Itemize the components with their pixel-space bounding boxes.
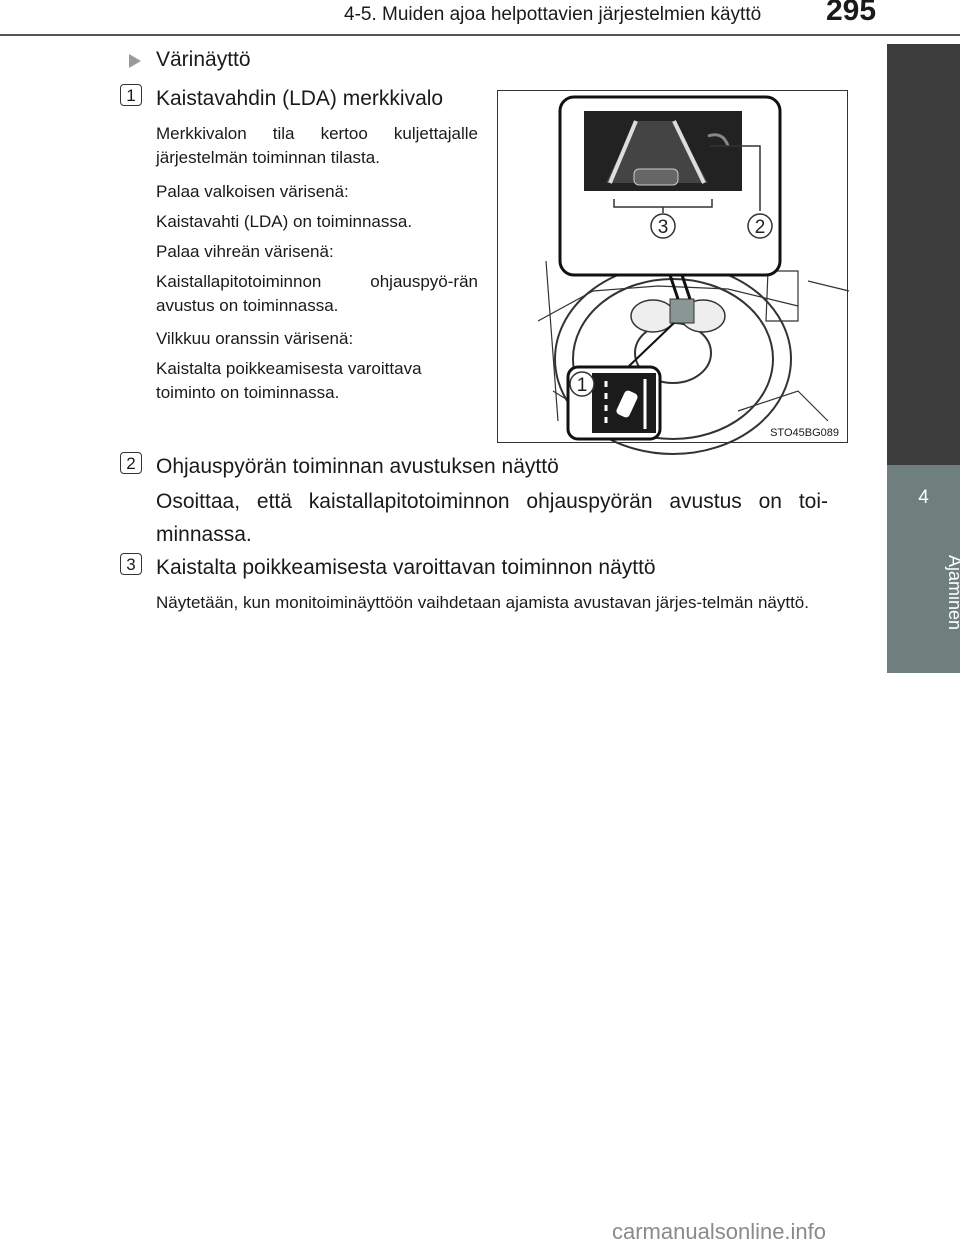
- item-1-paragraph-4: Palaa vihreän värisenä:: [156, 242, 334, 261]
- chapter-label: Ajaminen: [945, 555, 965, 631]
- item-1-paragraph-5: Kaistallapitotoiminnon ohjauspyö-rän avustus on toiminnassa.: [156, 272, 478, 315]
- callout-1: 1: [576, 375, 588, 396]
- item-3-badge: 3: [120, 553, 142, 575]
- item-3-paragraph-1: Näytetään, kun monitoiminäyttöön vaihdetaan ajamista avustavan järjes-telmän näyttö.: [156, 593, 809, 612]
- page-number: 295: [826, 0, 877, 27]
- item-2-title: Ohjauspyörän toiminnan avustuksen näyttö: [156, 455, 559, 478]
- side-tab-dark: [887, 44, 960, 465]
- item-1-title: Kaistavahdin (LDA) merkkivalo: [156, 87, 444, 110]
- item-2-badge: 2: [120, 452, 142, 474]
- item-1-paragraph-1: Merkkivalon tila kertoo kuljettajalle järjestelmän toiminnan tilasta.: [156, 124, 478, 167]
- item-1-paragraph-6: Vilkkuu oranssin värisenä:: [156, 329, 354, 348]
- dashboard-drawing: [498, 91, 849, 444]
- dashboard-illustration: [497, 90, 848, 443]
- header-title: 4-5. Muiden ajoa helpottavien järjestelmien käyttö: [344, 4, 762, 25]
- item-1-paragraph-3: Kaistavahti (LDA) on toiminnassa.: [156, 212, 413, 231]
- callout-3: 3: [657, 217, 669, 238]
- figure-code: STO45BG089: [770, 427, 839, 439]
- callout-2: 2: [754, 217, 766, 238]
- item-1-paragraph-7: Kaistalta poikkeamisesta varoittava toiminto on toiminnassa.: [156, 359, 422, 402]
- item-2-paragraph-1: Osoittaa, että kaistallapitotoiminnon ohjauspyörän avustus on toi-minnassa.: [156, 490, 828, 546]
- header-divider: [0, 34, 960, 36]
- chapter-number: 4: [918, 487, 929, 508]
- footer-watermark: carmanualsonline.info: [612, 1219, 827, 1244]
- item-1-paragraph-2: Palaa valkoisen värisenä:: [156, 182, 349, 201]
- item-3-title: Kaistalta poikkeamisesta varoittavan toiminnon näyttö: [156, 556, 656, 579]
- item-1-badge: 1: [120, 84, 142, 106]
- triangle-bullet-icon: [127, 53, 143, 69]
- section-heading-text: Värinäyttö: [156, 48, 251, 71]
